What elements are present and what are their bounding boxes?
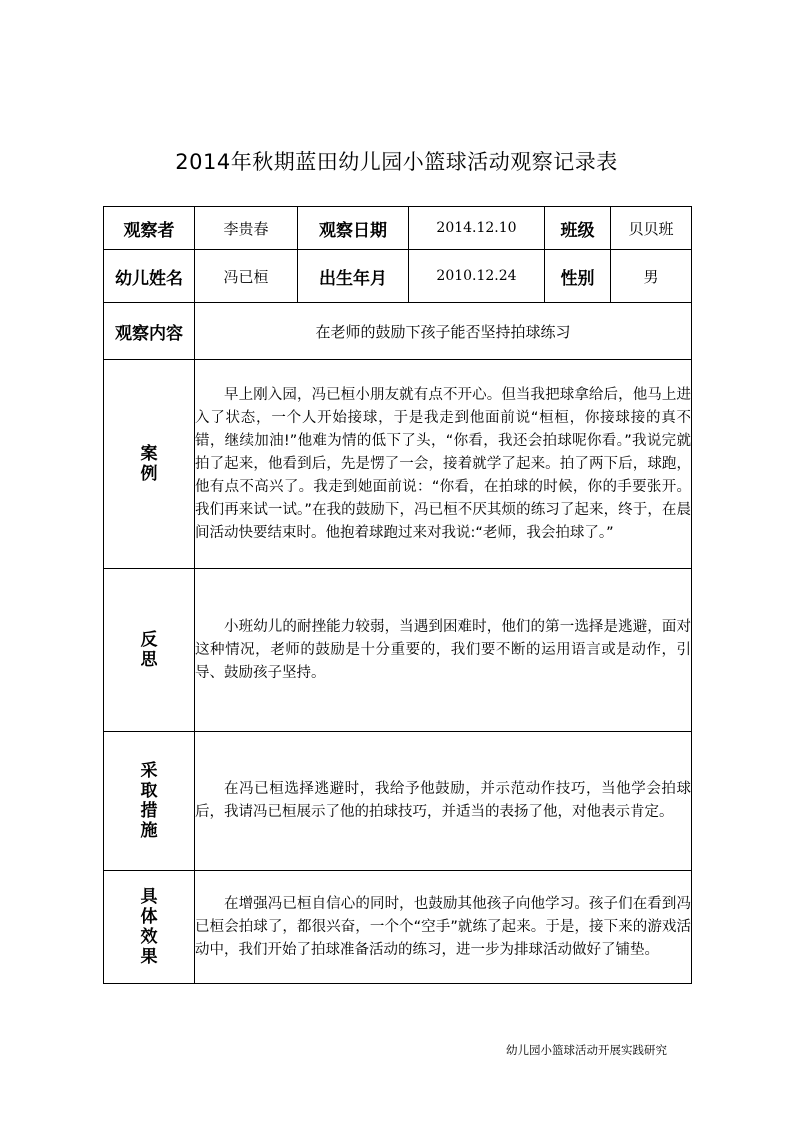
table-row-observer: [104, 207, 692, 250]
observer-value: 李贵春: [195, 207, 298, 250]
measures-label: [104, 732, 195, 871]
gender-value: 男: [611, 250, 692, 303]
effect-label: [104, 871, 195, 984]
case-label-char: 例: [140, 464, 158, 484]
gender-label: 性别: [545, 250, 611, 303]
birth-date-label: 出生年月: [298, 250, 409, 303]
observation-date-value: 2014.12.10: [409, 207, 545, 250]
measures-label-char: 措: [140, 801, 158, 821]
reflection-label: [104, 569, 195, 732]
case-text: 早上刚入园，冯已桓小朋友就有点不开心。但当我把球拿给后，他马上进入了状态，一个人开始接球，于是我走到他面前说“桓桓，你接球接的真不错，继续加油!”他难为情的低下了头，“你看，我还会拍球呢你看。”我说完就拍了起来，他看到后，先是愣了一会，接着就学了起来。拍了两下后，球跑，他有点不高兴了。我走到她面前说：“你看，在拍球的时候，你的手要张开。我们再来试一试。”在我的鼓励下，冯已桓不厌其烦的练习了起来，终于，在晨间活动快要结束时。他抱着球跑过来对我说:“老师，我会拍球了。”: [195, 360, 692, 569]
class-label: 班级: [545, 207, 611, 250]
measures-text: 在冯已桓选择逃避时，我给予他鼓励，并示范动作技巧，当他学会拍球后，我请冯已桓展示了他的拍球技巧，并适当的表扬了他，对他表示肯定。: [195, 732, 692, 871]
observation-table: [103, 206, 692, 984]
table-row-reflection: [104, 569, 692, 732]
observation-content-label: 观察内容: [104, 303, 195, 360]
reflection-label-char: 反: [140, 630, 158, 650]
effect-label-char: 效: [140, 927, 158, 947]
class-value: 贝贝班: [611, 207, 692, 250]
table-row-effect: [104, 871, 692, 984]
measures-label-char: 施: [140, 821, 158, 841]
reflection-label-char: 思: [140, 650, 158, 670]
observation-date-label: 观察日期: [298, 207, 409, 250]
table-row-content: [104, 303, 692, 360]
table-row-child: [104, 250, 692, 303]
child-name-value: 冯已桓: [195, 250, 298, 303]
observation-content-value: 在老师的鼓励下孩子能否坚持拍球练习: [195, 303, 692, 360]
table-row-case: [104, 360, 692, 569]
child-name-label: 幼儿姓名: [104, 250, 195, 303]
case-label-char: 案: [140, 444, 158, 464]
effect-text: 在增强冯已桓自信心的同时，也鼓励其他孩子向他学习。孩子们在看到冯已桓会拍球了，都很兴奋，一个个“空手”就练了起来。于是，接下来的游戏活动中，我们开始了拍球准备活动的练习，进一步为排球活动做好了铺垫。: [195, 871, 692, 984]
observer-label: 观察者: [104, 207, 195, 250]
table-row-measures: [104, 732, 692, 871]
effect-label-char: 体: [140, 907, 158, 927]
measures-label-char: 采: [140, 761, 158, 781]
page-title: 2014年秋期蓝田幼儿园小篮球活动观察记录表: [175, 150, 618, 174]
effect-label-char: 具: [140, 887, 158, 907]
case-label: [104, 360, 195, 569]
reflection-text: 小班幼儿的耐挫能力较弱，当遇到困难时，他们的第一选择是逃避，面对这种情况，老师的鼓励是十分重要的，我们要不断的运用语言或是动作，引导、鼓励孩子坚持。: [195, 569, 692, 732]
page-footer: 幼儿园小篮球活动开展实践研究: [506, 1043, 667, 1057]
measures-label-char: 取: [140, 781, 158, 801]
birth-date-value: 2010.12.24: [409, 250, 545, 303]
effect-label-char: 果: [140, 947, 158, 967]
